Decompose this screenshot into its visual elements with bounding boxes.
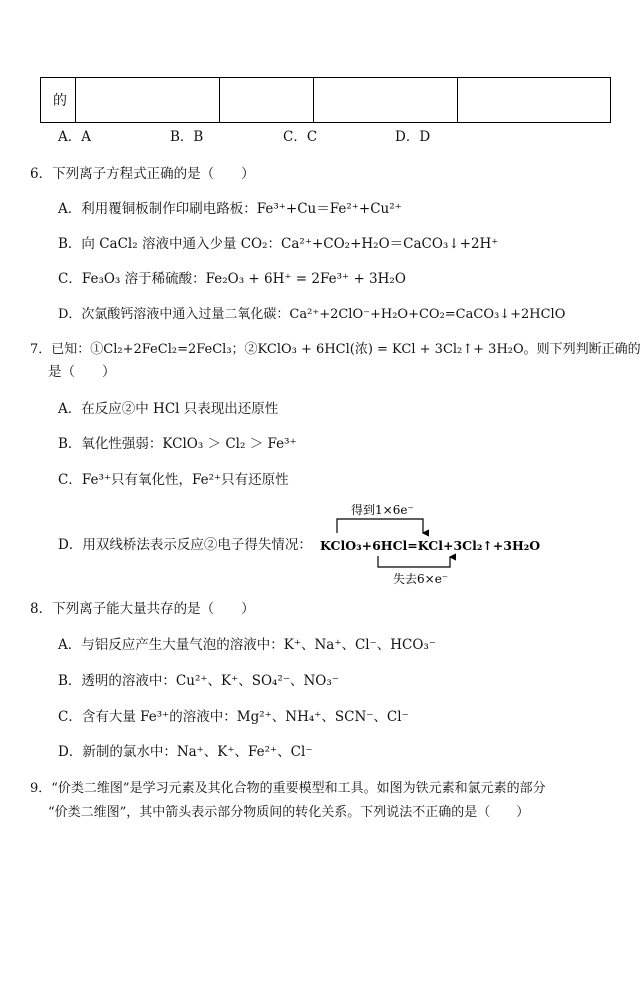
table-divider [457, 78, 458, 122]
table-first-cell: 的 [53, 93, 67, 109]
q8-option-d[interactable]: D．新制的氯水中：Na⁺、K⁺、Fe²⁺、Cl⁻ [58, 744, 313, 760]
q8-option-c[interactable]: C．含有大量 Fe³⁺的溶液中：Mg²⁺、NH₄⁺、SCN⁻、Cl⁻ [58, 709, 409, 725]
q5-option-d[interactable]: D．D [395, 129, 431, 145]
q7-option-d[interactable]: D．用双线桥法表示反应②电子得失情况： [58, 537, 312, 553]
q5-option-b[interactable]: B．B [170, 129, 204, 145]
reaction-equation: KClO₃+6HCl=KCl+3Cl₂↑+3H₂O [320, 538, 541, 553]
gain-bridge-line [337, 519, 423, 533]
gain-label: 得到1×6e⁻ [351, 503, 414, 517]
q6-option-d[interactable]: D．次氯酸钙溶液中通入过量二氧化碳：Ca²⁺+2ClO⁻+H₂O+CO₂=CaCO₃↓+2HClO [58, 307, 566, 322]
q7-option-b[interactable]: B．氧化性强弱：KClO₃ ＞ Cl₂ ＞ Fe³⁺ [58, 436, 297, 452]
loss-bridge-line [378, 556, 450, 567]
q8-option-a[interactable]: A．与铝反应产生大量气泡的溶液中：K⁺、Na⁺、Cl⁻、HCO₃⁻ [58, 637, 436, 653]
answer-table [40, 77, 611, 123]
q6-option-b[interactable]: B．向 CaCl₂ 溶液中通入少量 CO₂：Ca²⁺+CO₂+H₂O＝CaCO₃↓+2H⁺ [58, 236, 499, 252]
q7-option-c[interactable]: C．Fe³⁺只有氧化性，Fe²⁺只有还原性 [58, 472, 289, 488]
q5-option-a[interactable]: A．A [58, 129, 91, 145]
q7-option-a[interactable]: A．在反应②中 HCl 只表现出还原性 [58, 401, 279, 417]
table-divider [75, 78, 76, 122]
q7-stem-line1: 7．已知：①Cl₂+2FeCl₂=2FeCl₃；②KClO₃ + 6HCl(浓) = KCl + 3Cl₂↑+ 3H₂O。则下列判断正确的 [30, 342, 641, 357]
loss-label: 失去6×e⁻ [393, 572, 449, 586]
q7-stem-line2: 是（ ） [48, 364, 116, 380]
q8-stem: 8．下列离子能大量共存的是（ ） [30, 601, 255, 617]
q5-option-c[interactable]: C．C [283, 129, 318, 145]
table-divider [313, 78, 314, 122]
q6-option-a[interactable]: A．利用覆铜板制作印刷电路板：Fe³⁺+Cu＝Fe²⁺+Cu²⁺ [58, 201, 402, 217]
q5-options [58, 131, 618, 147]
q6-option-c[interactable]: C．Fe₃O₃ 溶于稀硫酸：Fe₂O₃ + 6H⁺ = 2Fe³⁺ + 3H₂O [58, 271, 406, 287]
q6-stem: 6．下列离子方程式正确的是（ ） [30, 166, 255, 182]
table-divider [219, 78, 220, 122]
q9-stem-line2: “价类二维图”，其中箭头表示部分物质间的转化关系。下列说法不正确的是（ ） [48, 805, 530, 820]
q9-stem-line1: 9．“价类二维图”是学习元素及其化合物的重要模型和工具。如图为铁元素和氯元素的部分 [30, 781, 546, 796]
q8-option-b[interactable]: B．透明的溶液中：Cu²⁺、K⁺、SO₄²⁻、NO₃⁻ [58, 673, 339, 689]
